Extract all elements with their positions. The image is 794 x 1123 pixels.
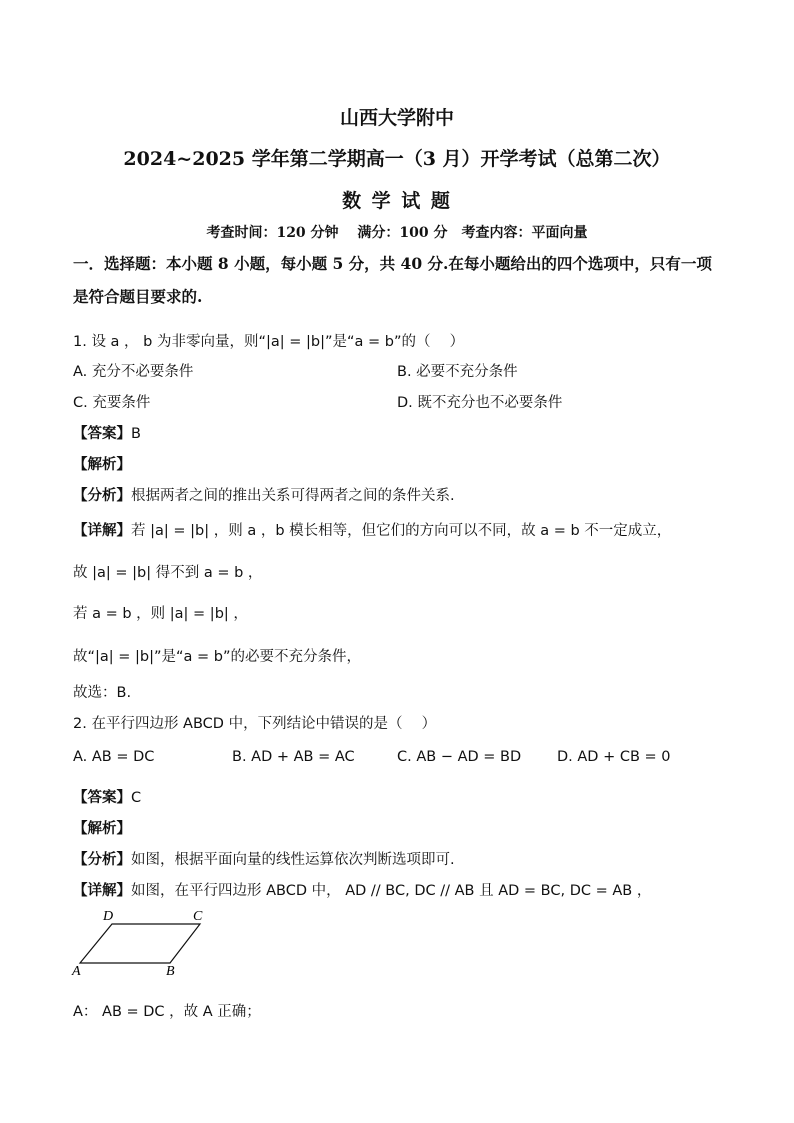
q1-answer [73, 422, 141, 443]
xiangjie-tag: 【详解】 [73, 523, 131, 539]
q1-option-a: A. 充分不必要条件 [73, 364, 194, 380]
q2-option-d: D. AD + CB = 0 [557, 749, 671, 765]
q2-xiangjie-1 [73, 879, 651, 900]
answer-tag: 【答案】 [73, 790, 131, 806]
q2-line-a: A： AB = DC ，故 A 正确； [73, 1004, 261, 1020]
parallelogram-shape [80, 924, 200, 963]
q2-option-b: B. AD + AB = AC [232, 749, 355, 765]
exam-info: 考查时间：120 分钟 满分：100 分 考查内容：平面向量 [206, 225, 588, 241]
q1-option-c: C. 充要条件 [73, 395, 151, 411]
fenxi-tag: 【分析】 [73, 852, 131, 868]
q1-option-b: B. 必要不充分条件 [397, 364, 518, 380]
xiangjie-text: 若 |a| = |b| ，则 a ，b 模长相等，但它们的方向可以不同，故 a = b 不一定成立， [131, 523, 672, 539]
xiangjie-text: 如图，在平行四边形 ABCD 中， AD // BC, DC // AB 且 AD = BC, DC = AB ， [131, 883, 652, 899]
vertex-label-d: D [103, 909, 114, 924]
q1-analysis-tag [73, 453, 131, 474]
answer-tag: 【答案】 [73, 426, 131, 442]
school-name: 山西大学附中 [339, 107, 454, 129]
q2-option-a: A. AB = DC [73, 749, 155, 765]
vertex-label-c: C [193, 909, 203, 924]
q1-xiangjie-3: 若 a = b ，则 |a| = |b| ， [73, 606, 248, 622]
q2-stem: 2. 在平行四边形 ABCD 中，下列结论中错误的是（ ） [73, 716, 437, 732]
q2-answer [73, 786, 141, 807]
section-heading-line1: 一．选择题：本小题 8 小题，每小题 5 分，共 40 分.在每小题给出的四个选项中，只有一项 [73, 254, 712, 273]
analysis-tag: 【解析】 [73, 457, 131, 473]
vertex-label-b: B [166, 964, 175, 979]
fenxi-text: 根据两者之间的推出关系可得两者之间的条件关系. [131, 488, 455, 504]
q2-analysis-tag [73, 817, 131, 838]
q1-xiangjie-2: 故 |a| = |b| 得不到 a = b ， [73, 565, 263, 581]
q2-option-c: C. AB − AD = BD [397, 749, 522, 765]
q1-stem: 1. 设 a ， b 为非零向量，则“|a| = |b|”是“a = b”的（ ） [73, 334, 465, 350]
q1-xiangjie-4: 故“|a| = |b|”是“a = b”的必要不充分条件， [73, 649, 362, 665]
section-heading-line2: 是符合题目要求的. [73, 287, 203, 306]
q1-fenxi [73, 484, 455, 505]
q2-fenxi [73, 848, 455, 869]
xiangjie-tag: 【详解】 [73, 883, 131, 899]
exam-title: 2024~2025 学年第二学期高一（3 月）开学考试（总第二次） [123, 148, 671, 170]
fenxi-text: 如图，根据平面向量的线性运算依次判断选项即可. [131, 852, 455, 868]
subject-title: 数 学 试 题 [342, 190, 452, 212]
vertex-label-a: A [72, 964, 81, 979]
parallelogram-figure [70, 908, 220, 980]
analysis-tag: 【解析】 [73, 821, 131, 837]
q1-xiangjie-5: 故选：B. [73, 685, 132, 701]
q1-xiangjie-1 [73, 519, 671, 540]
fenxi-tag: 【分析】 [73, 488, 131, 504]
q1-option-d: D. 既不充分也不必要条件 [397, 395, 563, 411]
answer-value: C [131, 790, 142, 806]
answer-value: B [131, 426, 141, 442]
